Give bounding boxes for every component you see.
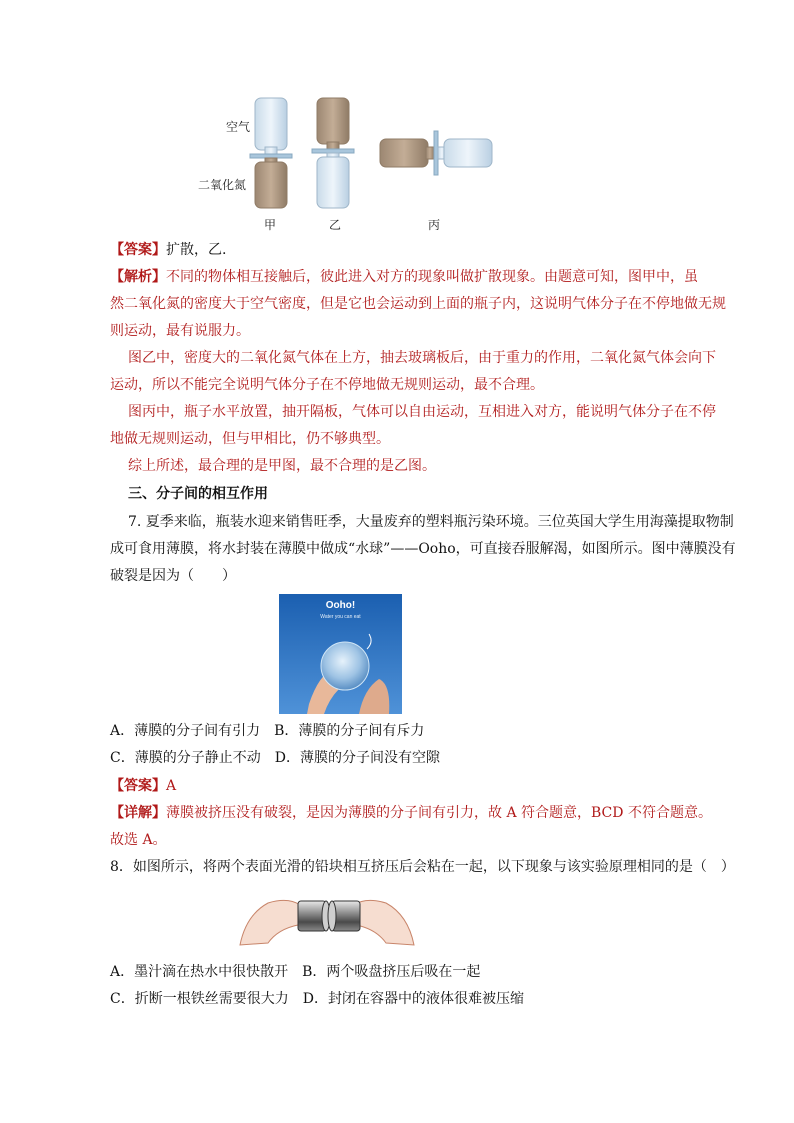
q7-answer	[110, 776, 176, 796]
q7-detail-line-2: 故选 A。	[110, 832, 167, 848]
q7-stem-line-2: 成可食用薄膜，将水封装在薄膜中做成“水球”——Ooho，可直接吞服解渴，如图所示。图中薄膜没有	[110, 541, 736, 557]
option-a: A．墨汁滴在热水中很快散开	[110, 964, 289, 980]
ooho-photo	[279, 594, 402, 714]
analysis-text: 不同的物体相互接触后，彼此进入对方的现象叫做扩散现象。由题意可知，图甲中，虽	[166, 269, 698, 285]
q6-analysis-line-2: 然二氧化氮的密度大于空气密度，但是它也会运动到上面的瓶子内，这说明气体分子在不停地做无规	[110, 296, 726, 312]
q6-analysis-line-3: 则运动，最有说服力。	[110, 323, 250, 339]
label-air: 空气	[226, 120, 251, 134]
q7-options-row-1	[110, 721, 424, 741]
q6-analysis-line-6: 图丙中，瓶子水平放置，抽开隔板，气体可以自由运动，互相进入对方，能说明气体分子在不停	[128, 404, 716, 420]
label-bing: 丙	[428, 218, 441, 232]
answer-tag: 【答案】	[110, 242, 166, 258]
q6-analysis-line-5: 运动，所以不能完全说明气体分子在不停地做无规则运动，最不合理。	[110, 377, 544, 393]
label-jia: 甲	[264, 218, 277, 232]
ooho-title: Ooho!	[325, 600, 356, 611]
ooho-photo-drawing	[279, 594, 402, 714]
bottle-diffusion-figure	[195, 95, 495, 235]
analysis-tag: 【解析】	[110, 269, 166, 285]
option-d: D．薄膜的分子间没有空隙	[274, 750, 440, 766]
q6-answer	[110, 240, 226, 260]
q6-summary: 综上所述，最合理的是甲图，最不合理的是乙图。	[128, 458, 436, 474]
answer-text: 扩散，乙.	[166, 242, 227, 258]
label-no2: 二氧化氮	[198, 178, 247, 192]
q7-detail	[110, 803, 712, 823]
detail-text: 薄膜被挤压没有破裂，是因为薄膜的分子间有引力，故 A 符合题意，BCD 不符合题意。	[166, 805, 712, 821]
q7-stem-line-1: 7. 夏季来临，瓶装水迎来销售旺季，大量废弃的塑料瓶污染环境。三位英国大学生用海藻提取物制	[128, 514, 734, 530]
q8-options-row-2	[110, 989, 524, 1009]
option-b: B．薄膜的分子间有斥力	[274, 723, 425, 739]
section-title: 三、分子间的相互作用	[128, 486, 268, 502]
lead-blocks-figure	[238, 885, 416, 955]
bottle-diffusion-drawing	[195, 95, 495, 235]
answer-tag: 【答案】	[110, 778, 166, 794]
q6-analysis-line-1	[110, 267, 698, 287]
q6-analysis-line-7: 地做无规则运动，但与甲相比，仍不够典型。	[110, 431, 390, 447]
option-c: C．薄膜的分子静止不动	[110, 750, 261, 766]
bottle-yi	[312, 98, 354, 208]
detail-tag: 【详解】	[110, 805, 166, 821]
option-c: C．折断一根铁丝需要很大力	[110, 991, 289, 1007]
q8-options-row-1	[110, 962, 480, 982]
option-b: B．两个吸盘挤压后吸在一起	[302, 964, 481, 980]
q7-stem-line-3: 破裂是因为（ ）	[110, 568, 236, 584]
lead-blocks-drawing	[238, 885, 416, 955]
option-a: A．薄膜的分子间有引力	[110, 723, 261, 739]
q6-analysis-line-4: 图乙中，密度大的二氧化氮气体在上方，抽去玻璃板后，由于重力的作用，二氧化氮气体会向下	[128, 350, 716, 366]
q8-stem: 8．如图所示，将两个表面光滑的铅块相互挤压后会粘在一起，以下现象与该实验原理相同的是（ ）	[110, 859, 735, 875]
bottle-bing	[380, 131, 492, 175]
label-yi: 乙	[329, 218, 342, 232]
bottle-jia	[250, 98, 292, 208]
ooho-caption: Water you can eat	[320, 614, 361, 620]
q7-options-row-2	[110, 748, 440, 768]
answer-text: A	[166, 778, 177, 794]
option-d: D．封闭在容器中的液体很难被压缩	[302, 991, 524, 1007]
